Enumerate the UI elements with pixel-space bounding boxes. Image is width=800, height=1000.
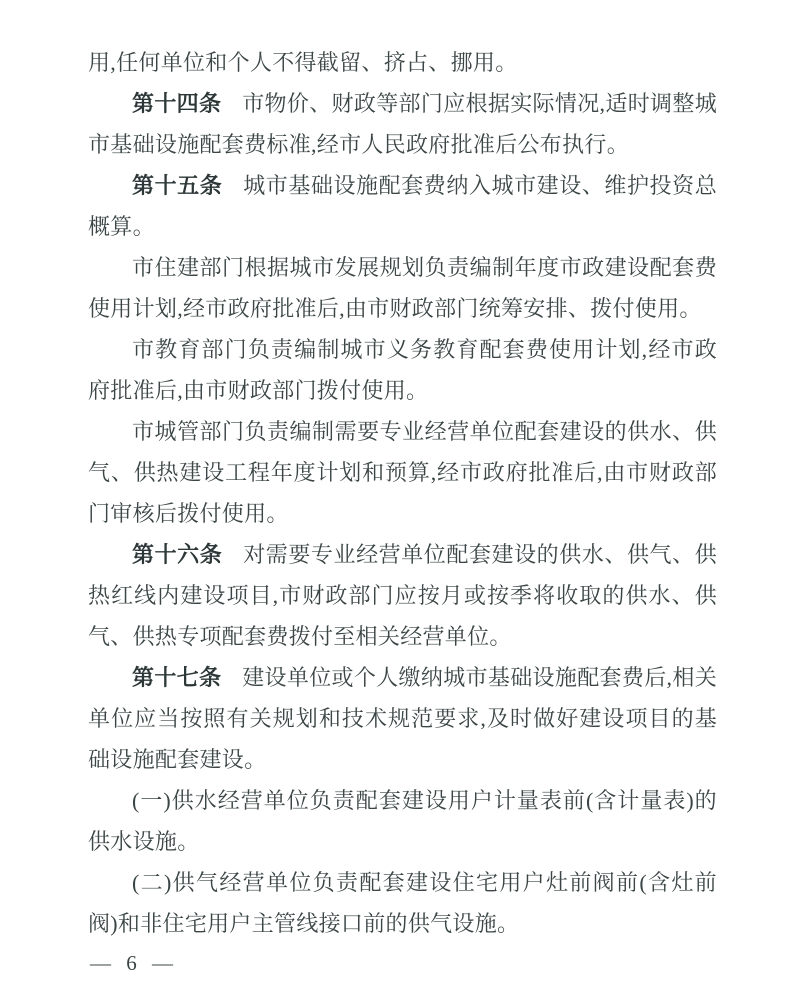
paragraph [88, 534, 717, 657]
paragraph [88, 247, 717, 329]
paragraph-text: (一)供水经营单位负责配套建设用户计量表前(含计量表)的供水设施。 [88, 788, 717, 854]
paragraph [88, 83, 717, 165]
paragraph-text: 市教育部门负责编制城市义务教育配套费使用计划,经市政府批准后,由市财政部门拨付使用。 [88, 337, 717, 403]
paragraph [88, 411, 717, 534]
article-number: 第十六条 [132, 542, 223, 567]
article-number: 第十五条 [132, 173, 223, 198]
article-number: 第十四条 [132, 91, 222, 116]
paragraph-text: 市住建部门根据城市发展规划负责编制年度市政建设配套费使用计划,经市政府批准后,由市财政部门统筹安排、拨付使用。 [88, 255, 717, 321]
paragraph-text: 市城管部门负责编制需要专业经营单位配套建设的供水、供气、供热建设工程年度计划和预算,经市政府批准后,由市财政部门审核后拨付使用。 [88, 419, 717, 526]
document-body [88, 42, 717, 980]
paragraph-text: 用,任何单位和个人不得截留、挤占、挪用。 [88, 50, 518, 75]
paragraph-text: 对需要专业经营单位配套建设的供水、供气、供热红线内建设项目,市财政部门应按月或按季将收取的供水、供气、供热专项配套费拨付至相关经营单位。 [88, 542, 717, 649]
paragraph [88, 657, 717, 780]
paragraph-text: 市物价、财政等部门应根据实际情况,适时调整城市基础设施配套费标准,经市人民政府批准后公布执行。 [88, 91, 717, 157]
page-number: — 6 — [90, 951, 178, 975]
paragraph [88, 862, 717, 944]
paragraph [88, 329, 717, 411]
paragraph [88, 165, 717, 247]
paragraph-text: (二)供气经营单位负责配套建设住宅用户灶前阀前(含灶前阀)和非住宅用户主管线接口前的供气设施。 [88, 870, 717, 936]
paragraph [88, 780, 717, 862]
paragraph [88, 42, 717, 83]
article-number: 第十七条 [132, 665, 222, 690]
paragraph-text: 建设单位或个人缴纳城市基础设施配套费后,相关单位应当按照有关规划和技术规范要求,及时做好建设项目的基础设施配套建设。 [88, 665, 717, 772]
paragraph-text: 城市基础设施配套费纳入城市建设、维护投资总概算。 [88, 173, 717, 239]
